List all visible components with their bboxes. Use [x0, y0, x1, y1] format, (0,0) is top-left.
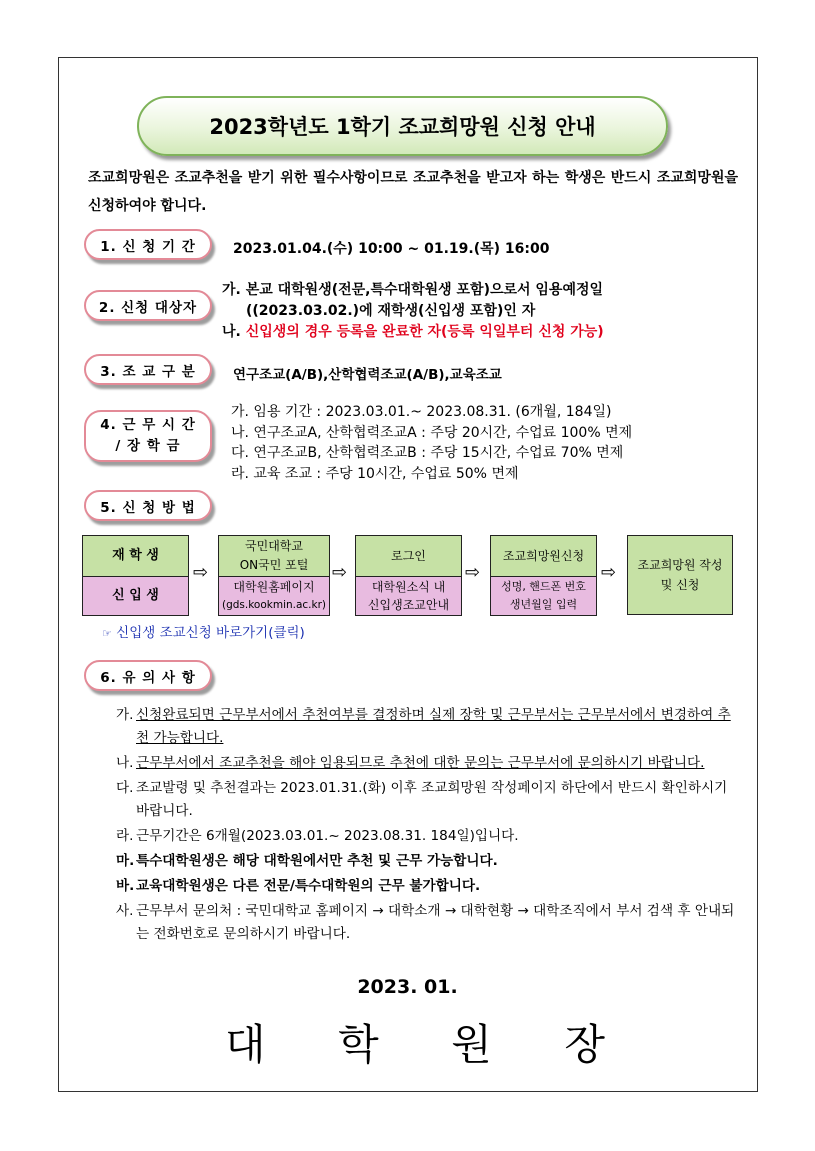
hours-line: 다. 연구조교B, 산학협력조교B : 주당 15시간, 수업료 70% 면제 — [231, 445, 624, 461]
hours-line: 가. 임용 기간 : 2023.03.01.~ 2023.08.31. (6개월, 184일) — [231, 404, 612, 420]
note-text: 근무기간은 6개월(2023.03.01.~ 2023.08.31. 184일)입니다. — [136, 828, 519, 844]
section-label-types: 3. 조 교 구 분 — [84, 354, 212, 385]
assistant-types: 연구조교(A/B),산학협력조교(A/B),교육조교 — [233, 367, 502, 383]
section-label-method: 5. 신 청 방 법 — [84, 490, 212, 521]
eligibility-line-3: 신입생의 경우 등록을 완료한 자(등록 익일부터 신청 가능) — [245, 324, 604, 340]
section-label-notes: 6. 유 의 사 항 — [84, 660, 212, 691]
list-item — [116, 704, 736, 750]
flow-complete — [627, 535, 733, 615]
eligibility-line-3-prefix: 나. — [222, 324, 246, 340]
flow-input — [490, 576, 597, 616]
hours-label-line2: / 장 학 금 — [115, 438, 181, 454]
intro-text: 조교희망원은 조교추천을 받기 위한 필수사항이므로 조교추천을 받고자 하는 학생은 반드시 조교희망원을 신청하여야 합니다. — [88, 170, 738, 214]
flow-arrow: ⇨ — [465, 562, 481, 583]
document-date: 2023. 01. — [357, 976, 458, 998]
note-key: 라. — [116, 828, 134, 844]
flow-news-line1: 대학원소식 내 — [371, 580, 446, 594]
section-label-period: 1. 신 청 기 간 — [84, 229, 212, 260]
list-item — [116, 900, 736, 946]
hours-line: 라. 교육 조교 : 주당 10시간, 수업료 50% 면제 — [231, 465, 519, 482]
note-key: 나. — [116, 755, 134, 771]
flow-portal-line2: ON국민 포털 — [239, 558, 309, 572]
list-item — [116, 825, 736, 848]
application-period: 2023.01.04.(수) 10:00 ~ 01.19.(목) 16:00 — [233, 241, 550, 257]
flow-input-line1: 성명, 핸드폰 번호 — [501, 580, 586, 593]
pointing-hand-icon: ☞ — [102, 627, 112, 640]
flow-complete-line1: 조교희망원 작성 — [637, 558, 723, 572]
list-item — [116, 875, 736, 898]
signature-char: 학 — [338, 1020, 379, 1069]
flow-apply: 조교희망원신청 — [490, 535, 597, 577]
newcomer-link[interactable] — [102, 621, 305, 641]
flow-arrow: ⇨ — [332, 562, 348, 583]
flow-homepage-url: (gds.kookmin.ac.kr) — [221, 599, 327, 611]
hours-list — [231, 402, 632, 484]
section-label-eligibility: 2. 신청 대상자 — [84, 290, 212, 321]
eligibility-line-1: 가. 본교 대학원생(전문,특수대학원생 포함)으로서 임용예정일 — [222, 282, 604, 298]
list-item — [116, 850, 736, 873]
signature-char: 대 — [225, 1020, 266, 1069]
note-key: 사. — [116, 903, 134, 919]
flow-complete-line2: 및 신청 — [660, 578, 700, 592]
note-key: 가. — [116, 707, 134, 723]
flow-portal-line1: 국민대학교 — [245, 539, 303, 553]
eligibility-line-2: ((2023.03.02.)에 재학생(신입생 포함)인 자 — [246, 303, 536, 319]
flow-login: 로그인 — [355, 535, 462, 577]
flow-portal — [218, 535, 330, 577]
page-title: 2023학년도 1학기 조교희망원 신청 안내 — [137, 96, 668, 156]
note-text: 특수대학원생은 해당 대학원에서만 추천 및 근무 가능합니다. — [136, 853, 498, 869]
flow-homepage — [218, 576, 330, 616]
flow-input-line2: 생년월일 입력 — [509, 598, 578, 611]
newcomer-link-text[interactable]: 신입생 조교신청 바로가기(클릭) — [116, 625, 305, 641]
notes-list — [116, 704, 736, 948]
note-key: 다. — [116, 780, 134, 796]
note-text: 근무부서 문의처 : 국민대학교 홈페이지 → 대학소개 → 대학현황 → 대학조직에서 부서 검색 후 안내되는 전화번호로 문의하시기 바랍니다. — [136, 903, 735, 942]
note-text: 교육대학원생은 다른 전문/특수대학원의 근무 불가합니다. — [136, 878, 481, 894]
signature — [225, 1012, 605, 1072]
flow-enrolled: 재 학 생 — [82, 535, 189, 577]
flow-newcomer: 신 입 생 — [82, 576, 189, 616]
hours-line: 나. 연구조교A, 산학협력조교A : 주당 20시간, 수업료 100% 면제 — [231, 424, 633, 441]
list-item — [116, 752, 736, 775]
flow-news-line2: 신입생조교안내 — [367, 598, 450, 612]
note-text: 근무부서에서 조교추천을 해야 임용되므로 추천에 대한 문의는 근무부서에 문의하시기 바랍니다. — [136, 755, 705, 771]
flow-homepage-line1: 대학원홈페이지 — [233, 580, 315, 594]
flow-arrow: ⇨ — [601, 562, 617, 583]
flow-news — [355, 576, 462, 616]
list-item — [116, 777, 736, 823]
note-key: 마. — [116, 853, 135, 869]
note-text: 조교발령 및 추천결과는 2023.01.31.(화) 이후 조교희망원 작성페이지 하단에서 반드시 확인하시기 바랍니다. — [136, 780, 728, 819]
note-text: 신청완료되면 근무부서에서 추천여부를 결정하며 실제 장학 및 근무부서는 근무부서에서 변경하여 추천 가능합니다. — [136, 707, 731, 746]
signature-char: 원 — [451, 1020, 492, 1069]
hours-label-line1: 4. 근 무 시 간 — [100, 417, 196, 433]
section-label-hours — [84, 410, 212, 462]
signature-char: 장 — [564, 1020, 605, 1069]
note-key: 바. — [116, 878, 135, 894]
flow-arrow: ⇨ — [193, 562, 209, 583]
